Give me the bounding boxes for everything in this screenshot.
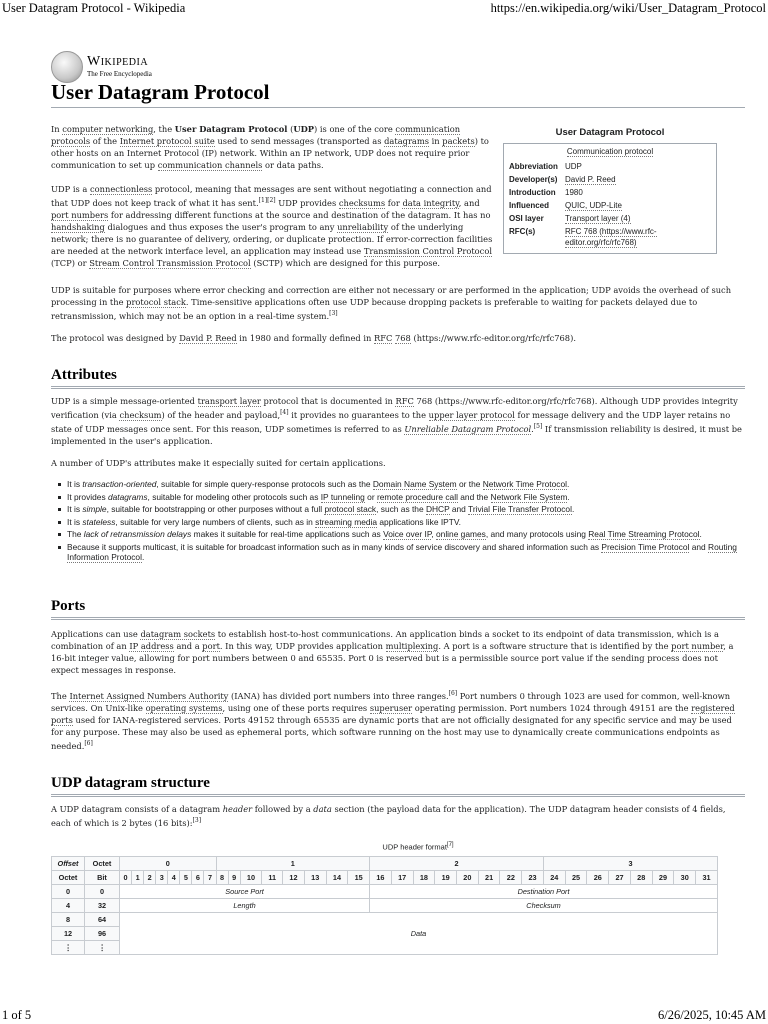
attributes-paragraph-2: A number of UDP's attributes make it especially suited for certain applications. xyxy=(51,458,386,468)
destination-port-field: Destination Port xyxy=(370,885,718,899)
infobox-caption: User Datagram Protocol xyxy=(555,127,665,138)
length-field: Length xyxy=(120,899,370,913)
citation[interactable]: [6] xyxy=(448,690,458,697)
table-row: 0 0 Source Port Destination Port xyxy=(52,885,718,899)
citation[interactable]: [5] xyxy=(533,422,543,430)
table-row: 12 96 xyxy=(52,927,718,941)
link[interactable]: RFC xyxy=(395,396,414,406)
link[interactable]: IP tunneling xyxy=(320,491,365,502)
infobox-row: OSI layer Transport layer (4) xyxy=(509,214,631,223)
table-row: 4 32 Length Checksum xyxy=(52,899,718,913)
link[interactable]: Internet Assigned Numbers Authority xyxy=(69,690,229,701)
link[interactable]: unreliability xyxy=(337,221,389,232)
link[interactable]: communication protocols xyxy=(51,124,461,146)
page-title: User Datagram Protocol xyxy=(51,80,745,108)
link[interactable]: computer networking xyxy=(62,124,154,134)
structure-paragraph-1: A UDP datagram consists of a datagram header followed by a data section (the payload data for the application). The UDP datagram header consists of 4 fields, each of which is 2 bytes (16 bits):[3] xyxy=(51,804,726,828)
link[interactable]: Routing Information Protocol xyxy=(67,541,737,562)
infobox-row: RFC(s) RFC 768 (https://www.rfc-editor.org/rfc/rfc768) xyxy=(509,227,657,247)
link[interactable]: Network File System xyxy=(490,491,568,502)
list-item: It is stateless, suitable for very large numbers of clients, such as in streaming media applications like IPTV. xyxy=(61,517,755,528)
attributes-list xyxy=(51,479,755,565)
link[interactable]: Internet protocol suite xyxy=(119,136,215,146)
infobox xyxy=(503,127,717,254)
link[interactable]: 768 xyxy=(394,333,411,343)
link[interactable]: data integrity xyxy=(402,197,459,208)
link[interactable]: registered ports xyxy=(51,702,735,725)
link[interactable]: remote procedure call xyxy=(376,491,458,502)
link[interactable]: handshaking xyxy=(51,221,105,232)
infobox-row: Influenced QUIC, UDP-Lite xyxy=(509,201,622,210)
list-item: It is simple, suitable for bootstrapping or other purposes without a full protocol stack, such as the DHCP and Trivial File Transfer Protocol. xyxy=(61,504,755,515)
heading-ports: Ports xyxy=(51,598,745,620)
infobox-body xyxy=(503,143,717,254)
page-count: 1 of 5 xyxy=(2,1008,32,1022)
link[interactable]: multiplexing xyxy=(385,641,439,651)
citation[interactable]: [1][2] xyxy=(258,197,276,204)
citation[interactable]: [7] xyxy=(446,842,454,848)
link[interactable]: operating systems xyxy=(145,702,223,713)
link[interactable]: Trivial File Transfer Protocol xyxy=(468,504,572,514)
citation[interactable]: [6] xyxy=(84,739,93,747)
table-row: Octet Bit 0 1 2 3 4 5 6 7 8 9 10 11 12 13 14 15 16 17 18 19 20 21 22 23 24 25 26 27 28 29 30 31 xyxy=(52,871,718,885)
source-port-field: Source Port xyxy=(120,885,370,899)
link[interactable]: Voice over IP xyxy=(383,529,432,539)
print-datetime: 6/26/2025, 10:45 AM xyxy=(658,1008,766,1022)
link[interactable]: superuser xyxy=(369,702,413,713)
page-url-header: https://en.wikipedia.org/wiki/User_Datagram_Protocol xyxy=(490,1,766,15)
infobox-subheader: Communication protocol xyxy=(566,147,654,156)
intro-paragraph-3: UDP is suitable for purposes where error checking and correction are either not necessary or are performed in the application; UDP avoids the overhead of such processing in the protocol stack. Time-sensitive applications often use UDP because dropping packets is preferable to waiting for packets delayed due to retransmission, which may not be an option in a real-time system.[3] xyxy=(51,285,732,321)
link[interactable]: Unreliable Datagram Protocol xyxy=(404,423,532,434)
heading-udp-datagram-structure: UDP datagram structure xyxy=(51,775,745,797)
citation[interactable]: [3] xyxy=(329,310,338,317)
table-row: 8 64 Data xyxy=(52,913,718,927)
link[interactable]: Domain Name System xyxy=(372,479,457,489)
tagline: The Free Encyclopedia xyxy=(87,70,152,78)
link[interactable]: protocol stack xyxy=(126,297,186,307)
link[interactable]: Stream Control Transmission Protocol xyxy=(89,257,251,268)
list-item: It provides datagrams, suitable for modeling other protocols such as IP tunneling or remote procedure call and the Network File System. xyxy=(61,492,755,503)
list-item: It is transaction-oriented, suitable for simple query-response protocols such as the Domain Name System or the Network Time Protocol. xyxy=(61,479,755,490)
link[interactable]: online games xyxy=(436,529,486,539)
link[interactable]: IP address xyxy=(129,641,174,651)
infobox-row: Developer(s) David P. Reed xyxy=(509,175,616,184)
link[interactable]: port number xyxy=(671,641,724,651)
attributes-paragraph-1: UDP is a simple message-oriented transport layer protocol that is documented in RFC 768 (https://www.rfc-editor.org/rfc/rfc768). Although UDP provides integrity verification (via checksum) of the header and payload,[4] it provides no guarantees to the upper layer protocol for message delivery and the UDP layer retains no state of UDP messages once sent. For this reason, UDP sometimes is referred to as Unreliable Datagram Protocol.[5] If transmission reliability is desired, it must be implemented in the user's application. xyxy=(51,396,742,446)
link[interactable]: transport layer xyxy=(197,396,261,406)
link[interactable]: port numbers xyxy=(51,209,109,220)
link[interactable]: packets xyxy=(442,136,475,146)
link[interactable]: checksum xyxy=(119,409,162,420)
ports-paragraph-2: The Internet Assigned Numbers Authority (IANA) has divided port numbers into three ranges.[6] Port numbers 0 through 1023 are used for common, well-known services. On Unix-like operating systems, using one of these ports requires superuser operating permission. Port numbers 1024 through 49151 are the registered ports used for IANA-registered services. Ports 49152 through 65535 are dynamic ports that are not officially designated for any specific service and may be used for any purpose. These may also be used as ephemeral ports, which software running on the host may use to dynamically create communications endpoints as needed.[6] xyxy=(51,690,735,751)
wikipedia-logo[interactable] xyxy=(51,51,181,83)
heading-attributes: Attributes xyxy=(51,367,745,389)
list-item: The lack of retransmission delays makes it suitable for real-time applications such as Voice over IP, online games, and many protocols using Real Time Streaming Protocol. xyxy=(61,529,755,540)
link[interactable]: datagrams xyxy=(384,136,429,146)
link[interactable]: upper layer protocol xyxy=(428,409,515,420)
citation[interactable]: [3] xyxy=(192,817,202,824)
link[interactable]: checksums xyxy=(338,197,386,208)
globe-icon xyxy=(51,51,83,83)
link[interactable]: Transmission Control Protocol xyxy=(363,245,492,256)
print-footer xyxy=(0,1006,768,1024)
infobox-row: Introduction 1980 xyxy=(509,188,583,197)
print-header xyxy=(0,0,768,16)
intro-paragraph-1: In computer networking, the User Datagram Protocol (UDP) is one of the core communication protocols of the Internet protocol suite used to send messages (transported as datagrams in packets) to other hosts on an Internet Protocol (IP) network. Within an IP network, UDP does not require prior communication to set up communication channels or data paths. xyxy=(51,124,489,170)
link[interactable]: Network Time Protocol xyxy=(482,479,567,489)
infobox-table xyxy=(507,160,713,249)
table-caption: UDP header format[7] xyxy=(382,842,454,852)
data-field: Data xyxy=(120,913,718,955)
citation[interactable]: [4] xyxy=(280,409,289,416)
link[interactable]: datagram sockets xyxy=(140,629,216,639)
link[interactable]: DHCP xyxy=(425,504,450,514)
link[interactable]: communication channels xyxy=(157,160,263,170)
list-item: Because it supports multicast, it is suitable for broadcast information such as in many kinds of service discovery and shared information such as Precision Time Protocol and Routing Information Protocol. xyxy=(61,542,755,563)
table-row: ⋮ ⋮ xyxy=(52,941,718,955)
link[interactable]: Real Time Streaming Protocol xyxy=(588,529,700,539)
wordmark: Wikipedia xyxy=(87,54,149,69)
link[interactable]: protocol stack xyxy=(324,504,377,514)
infobox-row: Abbreviation UDP xyxy=(509,162,582,171)
link[interactable]: streaming media xyxy=(315,516,378,527)
page-title-header: User Datagram Protocol - Wikipedia xyxy=(2,1,186,15)
link[interactable]: connectionless xyxy=(90,184,153,194)
intro-paragraph-2: UDP is a connectionless protocol, meaning that messages are sent without negotiating a connection and that UDP does not keep track of what it has sent.[1][2] UDP provides checksums for data integrity, and port numbers for addressing different functions at the source and destination of the datagram. It has no handshaking dialogues and thus exposes the user's program to any unreliability of the underlying network; there is no guarantee of delivery, ordering, or duplicate protection. If error-correction facilities are needed at the network interface level, an application may instead use Transmission Control Protocol (TCP) or Stream Control Transmission Protocol (SCTP) which are designed for this purpose. xyxy=(51,184,493,268)
table-row: Offset Octet 0 1 2 3 xyxy=(52,857,718,871)
ports-paragraph-1: Applications can use datagram sockets to establish host-to-host communications. An application binds a socket to its endpoint of data transmission, which is a combination of an IP address and a port. In this way, UDP provides application multiplexing. A port is a software structure that is identified by the port number, a 16-bit integer value, allowing for port numbers between 0 and 65535. Port 0 is reserved but is a permissible source port value if the sending process does not expect messages in response. xyxy=(51,629,734,675)
link[interactable]: Precision Time Protocol xyxy=(601,541,690,552)
link[interactable]: RFC xyxy=(373,333,393,343)
checksum-field: Checksum xyxy=(370,899,718,913)
link[interactable]: David P. Reed xyxy=(179,333,237,343)
udp-header-table xyxy=(51,856,718,955)
link[interactable]: port xyxy=(202,641,220,651)
intro-paragraph-4: The protocol was designed by David P. Reed in 1980 and formally defined in RFC 768 (https://www.rfc-editor.org/rfc/rfc768). xyxy=(51,333,576,343)
